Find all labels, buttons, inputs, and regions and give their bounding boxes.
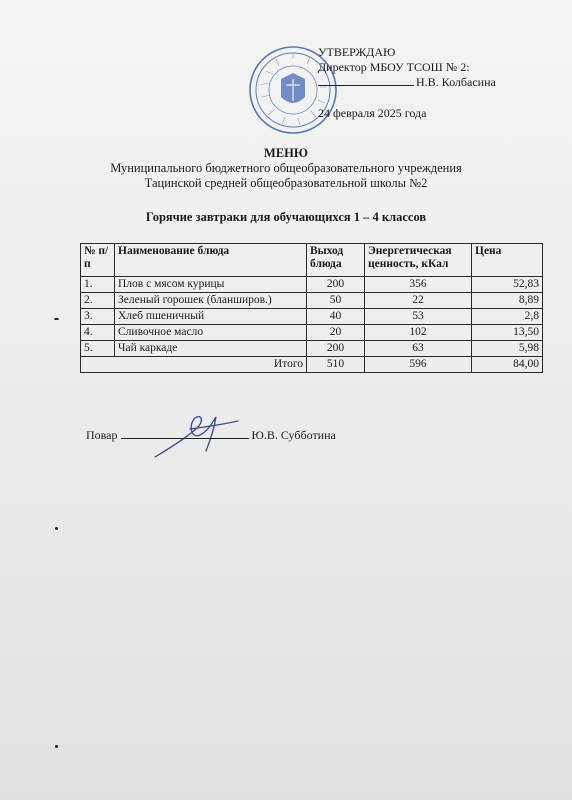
cook-block [86, 428, 336, 443]
table-row [81, 309, 543, 325]
header-name: Наименование блюда [115, 244, 307, 277]
cell-yield: 200 [307, 277, 365, 293]
cell-name: Сливочное масло [115, 325, 307, 341]
table-header-row [81, 244, 543, 277]
approval-signer-line [318, 75, 496, 90]
cell-name: Зеленый горошек (бланширов.) [115, 293, 307, 309]
cell-price: 5,98 [472, 341, 543, 357]
cell-price: 8,89 [472, 293, 543, 309]
cell-num: 3. [81, 309, 115, 325]
cell-yield: 200 [307, 341, 365, 357]
approval-header: УТВЕРЖДАЮ [318, 45, 396, 59]
cell-energy: 63 [365, 341, 472, 357]
signature-line [121, 438, 249, 439]
header-price: Цена [472, 244, 543, 277]
approval-position: Директор МБОУ ТСОШ № 2: [318, 60, 470, 74]
cell-energy: 356 [365, 277, 472, 293]
cell-num: 4. [81, 325, 115, 341]
cell-price: 13,50 [472, 325, 543, 341]
cook-name: Ю.В. Субботина [251, 428, 336, 442]
cell-num: 1. [81, 277, 115, 293]
cook-label: Повар [86, 428, 118, 442]
header-energy: Энергетическая ценность, кКал [365, 244, 472, 277]
cell-num: 2. [81, 293, 115, 309]
total-yield: 510 [307, 357, 365, 373]
hole-punch-mark [54, 318, 59, 320]
menu-subtitle: Горячие завтраки для обучающихся 1 – 4 классов [145, 210, 427, 224]
table-row [81, 341, 543, 357]
menu-table [80, 243, 543, 373]
table-row [81, 325, 543, 341]
org-line-1: Муниципального бюджетного общеобразовательного учреждения [110, 161, 462, 175]
menu-title: МЕНЮ [264, 146, 308, 160]
approval-block [318, 45, 496, 121]
org-line-2: Тацинской средней общеобразовательной школы №2 [144, 176, 428, 190]
header-yield: Выход блюда [307, 244, 365, 277]
approval-signer: Н.В. Колбасина [416, 75, 496, 89]
cell-yield: 20 [307, 325, 365, 341]
total-energy: 596 [365, 357, 472, 373]
cell-num: 5. [81, 341, 115, 357]
cell-energy: 102 [365, 325, 472, 341]
hole-punch-mark [55, 527, 58, 530]
header-num: № п/п [81, 244, 115, 277]
total-label: Итого [81, 357, 307, 373]
cell-yield: 50 [307, 293, 365, 309]
cell-yield: 40 [307, 309, 365, 325]
total-price: 84,00 [472, 357, 543, 373]
cell-energy: 22 [365, 293, 472, 309]
cell-energy: 53 [365, 309, 472, 325]
signature-line [318, 85, 414, 86]
cell-name: Плов с мясом курицы [115, 277, 307, 293]
cell-price: 2,8 [472, 309, 543, 325]
cell-name: Чай каркаде [115, 341, 307, 357]
cell-price: 52,83 [472, 277, 543, 293]
hole-punch-mark [55, 745, 58, 748]
table-row [81, 293, 543, 309]
table-row [81, 277, 543, 293]
cell-name: Хлеб пшеничный [115, 309, 307, 325]
table-total-row [81, 357, 543, 373]
approval-date: 24 февраля 2025 года [318, 106, 427, 120]
